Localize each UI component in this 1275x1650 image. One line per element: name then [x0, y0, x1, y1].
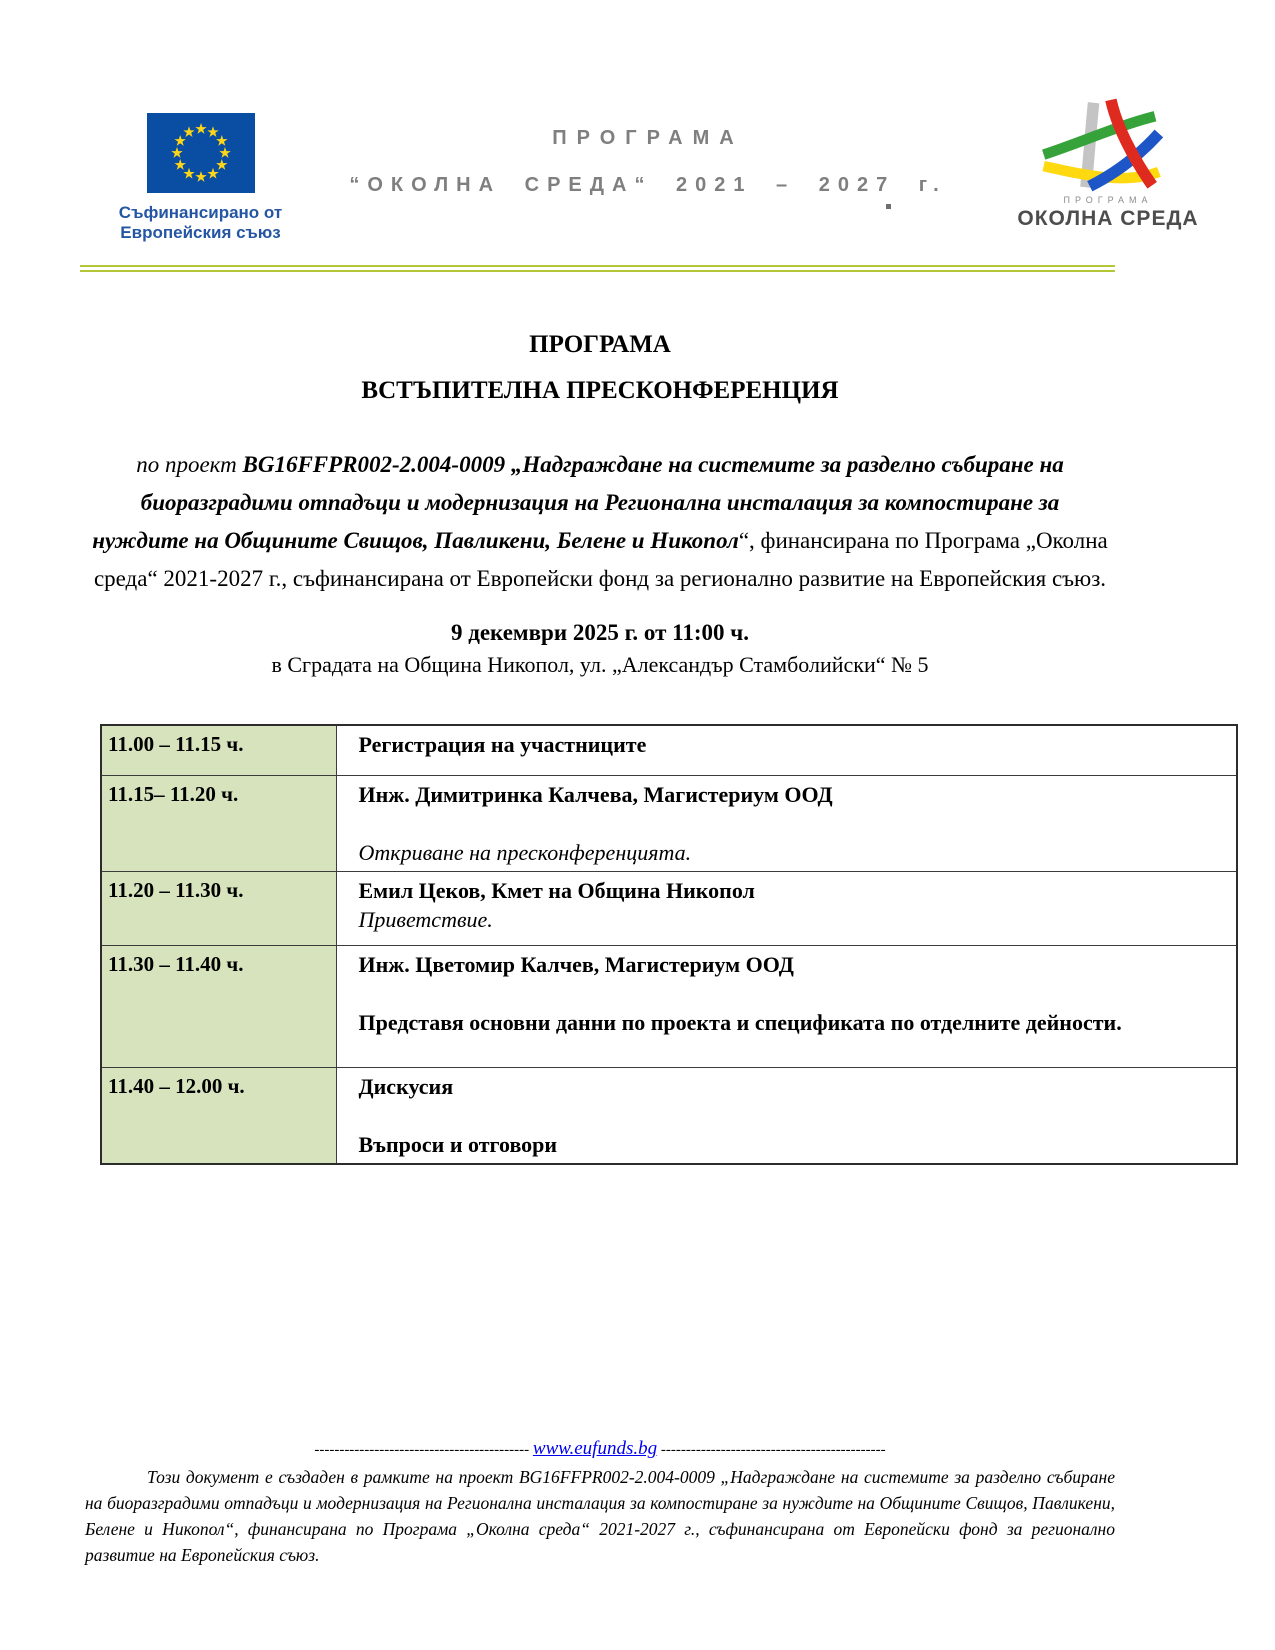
header-program-title	[293, 105, 1003, 197]
okolna-sreda-small-label: ПРОГРАМА	[1063, 195, 1153, 205]
eu-cofunding-logo	[108, 105, 293, 243]
header-separator-line	[80, 265, 1115, 272]
project-intro-text: по проект	[136, 452, 243, 477]
eu-caption-line2: Европейския съюз	[120, 223, 281, 242]
table-row	[101, 725, 1237, 775]
schedule-item-title: Инж. Цветомир Калчев, Магистериум ООД	[358, 951, 794, 977]
page-header	[0, 0, 1275, 243]
okolna-sreda-ribbons-icon	[1033, 97, 1183, 193]
schedule-table	[100, 724, 1238, 1165]
schedule-item	[336, 945, 1237, 1067]
schedule-item	[336, 1067, 1237, 1164]
schedule-item-title: Регистрация на участниците	[358, 732, 647, 757]
schedule-item	[336, 725, 1237, 775]
schedule-time: 11.30 – 11.40 ч.	[101, 945, 336, 1067]
document-body	[90, 322, 1110, 678]
project-description	[90, 446, 1110, 598]
schedule-item-note: Приветствие.	[358, 906, 493, 932]
document-title-line1: ПРОГРАМА	[529, 331, 671, 358]
schedule-item	[336, 775, 1237, 871]
document-title	[90, 322, 1110, 414]
schedule-item-title: Емил Цеков, Кмет на Община Никопол	[358, 877, 755, 903]
header-program-line1: ПРОГРАМА	[552, 127, 744, 149]
scan-artifact-dot	[886, 204, 891, 209]
eufunds-link[interactable]: www.eufunds.bg	[532, 1438, 658, 1459]
schedule-time: 11.20 – 11.30 ч.	[101, 871, 336, 945]
event-datetime: 9 декември 2025 г. от 11:00 ч.	[450, 620, 750, 645]
table-row	[101, 945, 1237, 1067]
header-program-line2: “ОКОЛНА СРЕДА“ 2021 – 2027 г.	[349, 174, 947, 196]
schedule-item-note: Въпроси и отговори	[358, 1131, 558, 1157]
eu-flag-icon	[147, 113, 255, 193]
okolna-sreda-big-label: ОКОЛНА СРЕДА	[1017, 207, 1199, 230]
table-row	[101, 1067, 1237, 1164]
schedule-item	[336, 871, 1237, 945]
schedule-time: 11.15– 11.20 ч.	[101, 775, 336, 871]
eu-caption-line1: Съфинансирано от	[118, 203, 283, 222]
schedule-item-title: Дискусия	[358, 1073, 454, 1099]
schedule-item-note: Откриване на пресконференцията.	[358, 839, 692, 865]
document-title-line2: ВСТЪПИТЕЛНА ПРЕСКОНФЕРЕНЦИЯ	[361, 377, 839, 404]
dashes-right: ---------------------------------------------	[660, 1442, 886, 1458]
project-name-text: BG16FFPR002-2.004-0009 „Надграждане на системите за разделно събиране на биоразградими отпадъци и модернизация на Регионална инсталация за компостиране за нуждите на Общините Свищов, Павликени, Белене и Никопол	[92, 452, 1064, 553]
dashes-left: -------------------------------------------	[314, 1442, 530, 1458]
event-location: в Сградата на Община Никопол, ул. „Александър Стамболийски“ № 5	[271, 652, 929, 677]
project-funding-text: “, финансирана по Програма „Околна среда“ 2021-2027 г., съфинансирана от Европейски фонд за регионално развитие на Европейския съюз.	[93, 528, 1108, 591]
footer-disclaimer: Този документ е създаден в рамките на проект BG16FFPR002-2.004-0009 „Надграждане на системите за разделно събиране на биоразградими отпадъци и модернизация на Регионална инсталация за компостиране за нуждите на Общините Свищов, Павликени, Белене и Никопол“, финансирана по Програма „Околна среда“ 2021-2027 г., съфинансирана от Европейски фонд за регионално развитие на Европейския съюз.	[85, 1467, 1115, 1565]
schedule-time: 11.00 – 11.15 ч.	[101, 725, 336, 775]
schedule-time: 11.40 – 12.00 ч.	[101, 1067, 336, 1164]
schedule-item-note: Представя основни данни по проекта и спецификата по отделните дейности.	[358, 1009, 1122, 1035]
okolna-sreda-logo	[1003, 97, 1213, 231]
table-row	[101, 775, 1237, 871]
schedule-item-title: Инж. Димитринка Калчева, Магистериум ООД	[358, 781, 833, 807]
eufunds-link-line	[85, 1438, 1115, 1460]
table-row	[101, 871, 1237, 945]
page-footer	[85, 1438, 1115, 1568]
